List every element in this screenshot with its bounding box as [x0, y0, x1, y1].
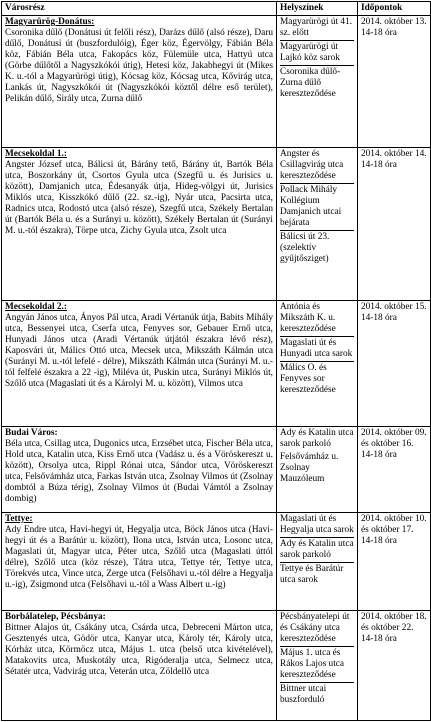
- location-cell: [277, 427, 358, 513]
- location-item: Angster és Csillagvirág utca kereszteződése: [280, 149, 344, 181]
- location-item: Magyarürögi út 41. sz. előtt: [280, 17, 353, 38]
- location-item: Bálicsi út 23. (szelektív gyűjtősziget): [280, 230, 354, 265]
- time-cell: 2014. október 14. 14-18 óra: [358, 148, 431, 301]
- location-item: Magyarürögi út Lajkó köz sarok: [280, 40, 354, 64]
- header-location: Helyszínek: [277, 2, 358, 16]
- time-cell: 2014. október 10. és október 17. 14-18 óra: [358, 513, 431, 611]
- district-cell: [2, 513, 277, 611]
- street-list: Angster József utca, Bálicsi út, Bárány tető, Bárány út, Bartók Béla utca, Boszorkány út, Csortos Gyula utca (Szegfű u. és Jurisics u. között), Damjanich utca, Édesanyák útja, Hideg-völgyi út, Jurisics Miklós utca, Kisszkókó dűlő (22. sz.-ig), Nyár utca, Pacsirta utca, Radnics utca, Rodostó utca (alsó része), Szegfű utca, Székely Bertalan út (Bartók Béla u. és a Surányi u. között), Székely Bertalan út (Surányi M. u.-tól északra), Törpe utca, Zichy Gyula utca, Zsolt utca: [5, 160, 273, 236]
- header-district: Városrész: [2, 2, 277, 16]
- time-cell: 2014. október 13. 14-18 óra: [358, 16, 431, 148]
- location-item: Magaslati út és Hegyalja utca sarok: [280, 514, 354, 535]
- location-item: Felsővámház u. Zsolnay Mauzóleum: [280, 452, 339, 484]
- street-list: Csoronika dűlő (Donátusi út felőli rész), Darázs dűlő (alsó része), Daru dűlő, Donátusi út (buszfordulóig), Éger köz, Égervölgy, Fábián Béla köz, Fábián Béla utca, Fakopács köz, Fülemüle utca, Hattyú utca (Görbe dűlőtől a Nagyszkókói útig), Hetesi köz, Jakabhegyi út (Mikes K. u.-tól a Magyarürögi útig), Kócsag köz, Kócsag utca, Kővirág utca, Lankás út, Nagyszkókói út (Nagyszkókói köztől délre eső terület), Pelikán dűlő, Sirály utca, Zurna dűlő: [5, 28, 273, 104]
- location-cell: [277, 611, 358, 721]
- time-cell: 2014. október 15. 14-18 óra: [358, 301, 431, 427]
- location-cell: [277, 301, 358, 427]
- street-list: Béla utca, Csillag utca, Dugonics utca, Erzsébet utca, Fischer Béla utca, Hold utca, Katalin utca, Kiss Ernő utca (Vadász u. és a Vöröskereszt u. között), Orsolya utca, Rippl Rónai utca, Sándor utca, Vöröskereszt utca, Felsővámház utca, Farkas István utca, Zsolnay Vilmos út (Zsolnay dombtól a Búza térig), Zsolnay Vilmos út (Budai Vámtól a Zsolnay dombig): [5, 439, 273, 504]
- location-item: Tettye és Barátúr utca sarok: [280, 562, 354, 586]
- street-list: Bittner Alajos út, Csákány utca, Csárda utca, Debreceni Márton utca, Gesztenyés utca, Gödör utca, Kanyar utca, Károly tér, Károly utca, Kórház utca, Körmöcz utca, Május 1. utca (belső utca kivételével), Matakovits utca, Muskotály utca, Rigóderalja utca, Selmecz utca, Sétatér utca, Vadvirág utca, Veterán utca, Zöldellő utca: [5, 623, 273, 677]
- location-item: Pécsbányatelepi út és Csákány utca kereszteződése: [280, 612, 350, 644]
- district-name: Tettye:: [5, 514, 33, 524]
- table-row: [2, 16, 431, 148]
- schedule-table: [1, 1, 431, 721]
- street-list: Ady Endre utca, Havi-hegyi út, Hegyalja utca, Böck János utca (Havi-hegyi út és a Barátúr u. között), Ilona utca, István utca, Losonc utca, Magaslati út, Magyar utca, Péter utca, Szőlő utca (Magaslati úttól délre), Szőlő utca (köz része), Tátra utca, Tettye tér, Tettye utca, Törekvés utca, Vince utca, Zerge utca (Felsőhavi u.-tól délre a Hegyalja u.-ig), Zsigmond utca (Felsőhavi u.-tól a Wass Albert u.-ig): [5, 525, 273, 590]
- location-item: Antónia és Mikszáth K. u. kereszteződése: [280, 302, 336, 334]
- time-cell: 2014. október 09. és október 16. 14-18 óra: [358, 427, 431, 513]
- location-item: Ady és Katalin utca sarok parkoló: [280, 539, 354, 560]
- district-name: Budai Város:: [5, 428, 58, 438]
- district-cell: [2, 301, 277, 427]
- district-name: Magyarürög-Donátus:: [5, 17, 95, 27]
- district-cell: [2, 427, 277, 513]
- district-cell: [2, 611, 277, 721]
- location-item: Málics O. és Fenyves sor kereszteződése: [280, 361, 354, 396]
- table-row: [2, 148, 431, 301]
- location-item: Csoronika dűlő-Zurna dűlő kereszteződése: [280, 65, 354, 100]
- table-row: [2, 427, 431, 513]
- location-item: Május 1. utca és Rákos Lajos utca kereszteződése: [280, 646, 354, 681]
- table-row: [2, 513, 431, 611]
- district-cell: [2, 148, 277, 301]
- district-name: Mecsekoldal 2.:: [5, 302, 67, 312]
- time-cell: 2014. október 18. és október 22. 14-18 óra: [358, 611, 431, 721]
- table-row: [2, 611, 431, 721]
- district-name: Borbálatelep, Pécsbánya:: [5, 612, 106, 622]
- header-row: [2, 2, 431, 16]
- header-time: Időpontok: [358, 2, 431, 16]
- location-item: Pollack Mihály Kollégium Damjanich utcai bejárata: [280, 183, 354, 229]
- district-cell: [2, 16, 277, 148]
- street-list: Angyán János utca, Ányos Pál utca, Aradi Vértanúk útja, Babits Mihály utca, Bessenyei utca, Cserfa utca, Fenyves sor, Gebauer Ernő utca, Hunyadi János utca (Aradi Vértanúk útjától északra lévő rész), Kaposvári út, Málics Ottó utca, Mecsek utca, Mikszáth Kálmán utca (Surányi M. u.-tól lefelé - délre), Mikszáth Kálmán utca (Surányi M. u.-tól felfelé északra a 22 -ig), Miléva út, Puskin utca, Surányi Miklós út, Szőlő utca (Magaslati út és a Károlyi M. u. között), Vilmos utca: [5, 313, 273, 389]
- district-name: Mecsekoldal 1.:: [5, 149, 67, 159]
- location-cell: [277, 513, 358, 611]
- location-cell: [277, 16, 358, 148]
- location-item: Ady és Katalin utca sarok parkoló: [280, 428, 354, 449]
- location-item: Magaslati út és Hunyadi utca sarok: [280, 338, 353, 359]
- location-cell: [277, 148, 358, 301]
- location-item: Bittner utcai buszforduló: [280, 682, 354, 706]
- table-row: [2, 301, 431, 427]
